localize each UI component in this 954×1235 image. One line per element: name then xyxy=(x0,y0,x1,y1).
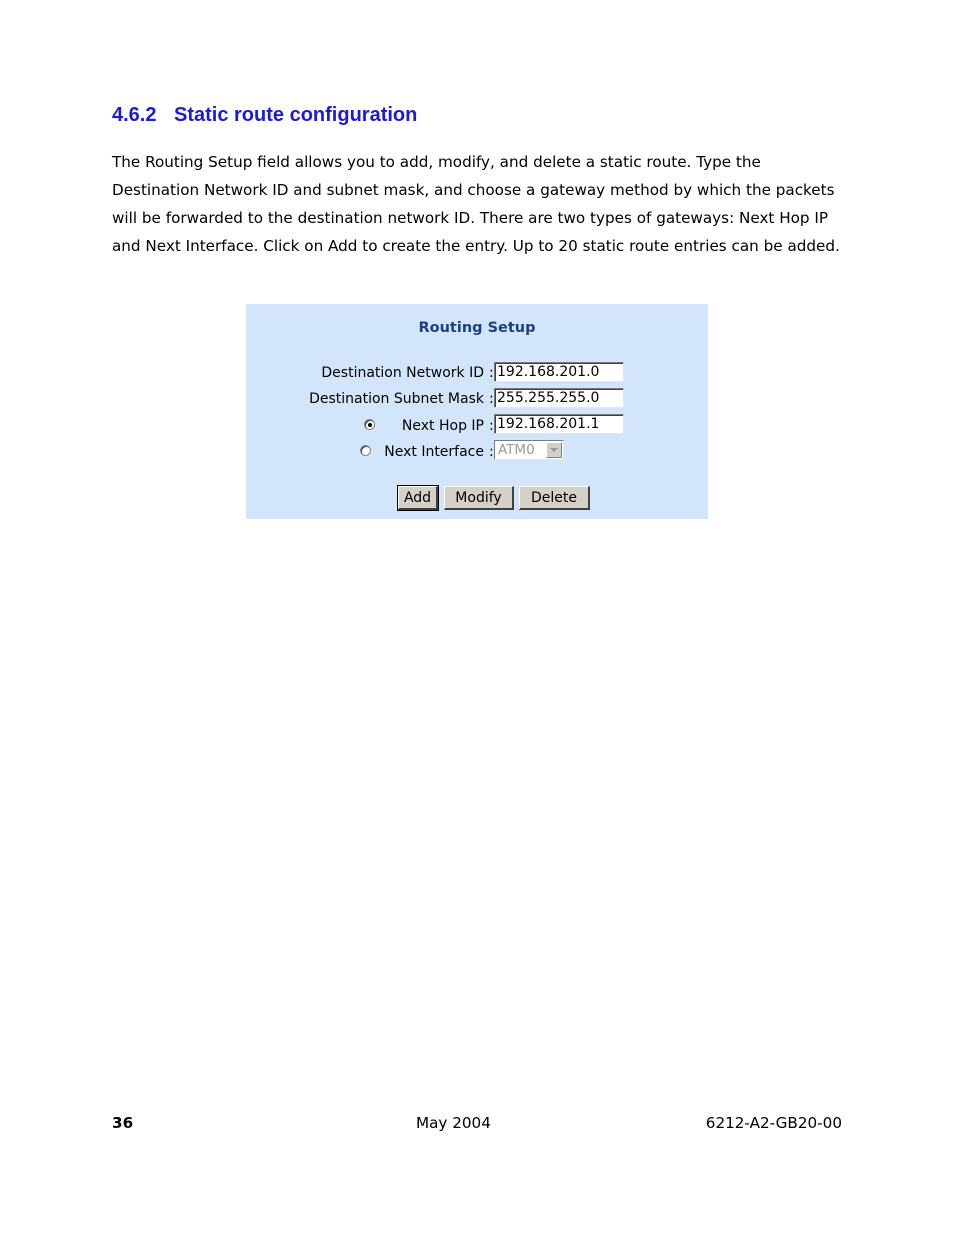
section-heading xyxy=(112,104,417,127)
modify-button[interactable]: Modify xyxy=(444,486,514,510)
paragraph-line: will be forwarded to the destination network ID. There are two types of gateways: Next Hop IP xyxy=(112,209,829,227)
paragraph-line: The Routing Setup field allows you to add, modify, and delete a static route. Type the xyxy=(112,153,761,171)
next-interface-value: ATM0 xyxy=(498,442,535,458)
next-hop-input[interactable] xyxy=(494,414,624,434)
footer-doc-id: 6212-A2-GB20-00 xyxy=(705,1114,842,1132)
next-hop-radio[interactable] xyxy=(364,419,375,430)
routing-setup-panel xyxy=(246,304,708,519)
dest-network-label: Destination Network ID xyxy=(321,365,484,381)
radio-selected-dot xyxy=(368,423,372,427)
delete-button[interactable]: Delete xyxy=(519,486,590,510)
colon: : xyxy=(489,418,494,434)
section-number: 4.6.2 xyxy=(112,104,157,126)
next-interface-select[interactable] xyxy=(494,440,564,460)
add-button[interactable]: Add xyxy=(398,486,438,510)
section-title: Static route configuration xyxy=(174,104,418,126)
dest-mask-input[interactable] xyxy=(494,388,624,408)
dest-mask-label: Destination Subnet Mask xyxy=(309,391,484,407)
paragraph-line: and Next Interface. Click on Add to create the entry. Up to 20 static route entries can be added. xyxy=(112,237,840,255)
description-paragraph xyxy=(112,148,847,260)
dest-network-input[interactable] xyxy=(494,362,624,382)
next-interface-label: Next Interface xyxy=(384,444,484,460)
page-number: 36 xyxy=(112,1114,134,1132)
next-interface-radio[interactable] xyxy=(360,445,371,456)
colon: : xyxy=(489,391,494,407)
routing-setup-title: Routing Setup xyxy=(418,320,536,336)
footer-date: May 2004 xyxy=(416,1114,491,1132)
colon: : xyxy=(489,444,494,460)
chevron-down-icon[interactable] xyxy=(546,442,562,458)
paragraph-line: Destination Network ID and subnet mask, and choose a gateway method by which the packets xyxy=(112,181,835,199)
colon: : xyxy=(489,365,494,381)
next-hop-label: Next Hop IP xyxy=(401,418,484,434)
